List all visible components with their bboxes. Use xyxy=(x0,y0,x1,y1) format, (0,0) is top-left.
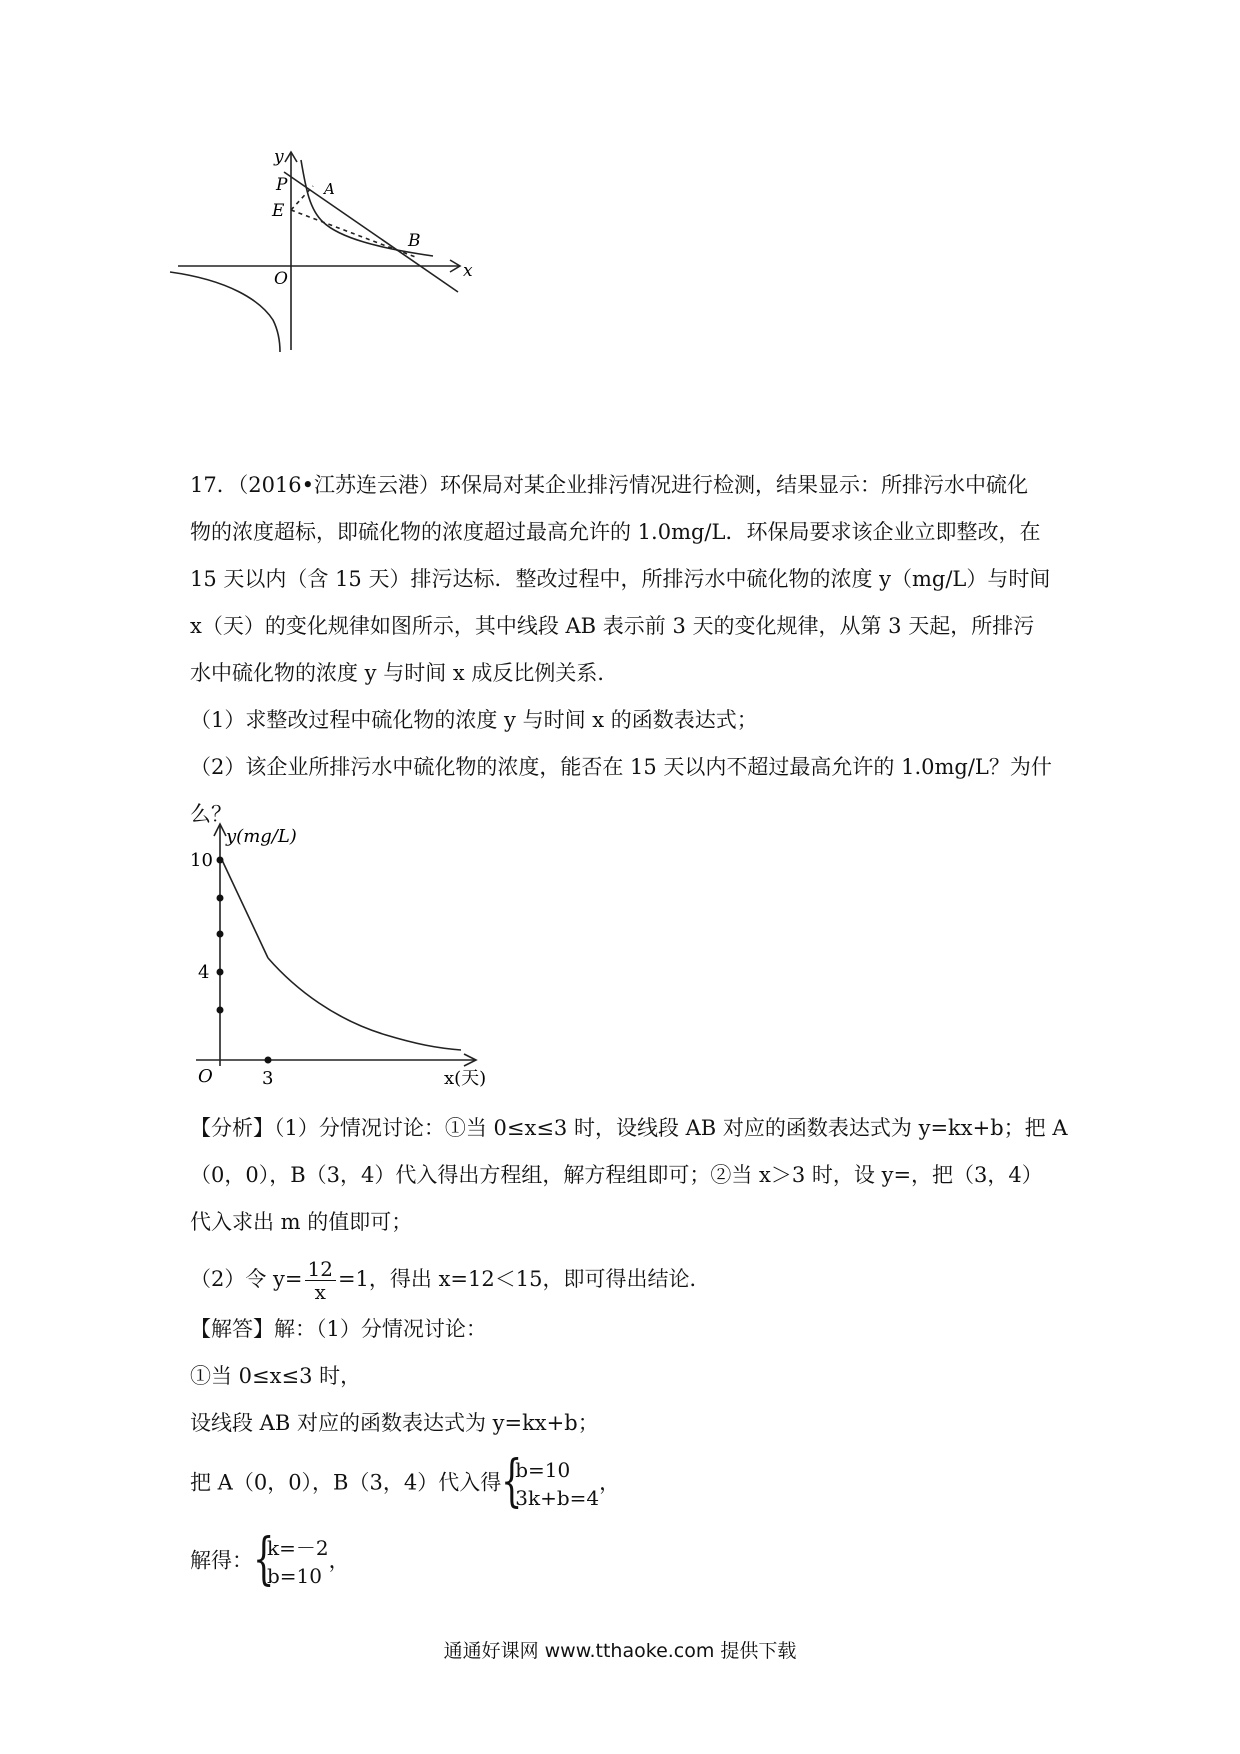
answer-line-5-post: ， xyxy=(328,1548,350,1573)
fig2-segment-AB xyxy=(222,860,268,958)
fig1-label-y: y xyxy=(274,147,284,167)
analysis-line-4-post: =1，得出 x=12＜15，即可得出结论． xyxy=(337,1267,711,1291)
analysis-line-4 xyxy=(190,1258,710,1303)
fig1-label-A: A xyxy=(324,180,335,198)
fig1-label-E: E xyxy=(272,201,285,221)
fig2-point-y3 xyxy=(217,931,224,938)
equation-system-2 xyxy=(253,1527,329,1592)
fraction-12-over-x xyxy=(305,1258,336,1303)
figure-hyperbola-line xyxy=(188,147,528,400)
fig1-label-O: O xyxy=(274,269,288,289)
fig2-tick-10: 10 xyxy=(190,850,213,871)
analysis-line-1: 【分析】（1）分情况讨论：①当 0≤x≤3 时，设线段 AB 对应的函数表达式为 y=kx+b；把 A xyxy=(190,1116,1068,1140)
answer-line-5-pre: 解得： xyxy=(190,1548,253,1573)
fig1-label-B: B xyxy=(408,231,421,251)
problem-question-2: （2）该企业所排污水中硫化物的浓度，能否在 15 天以内不超过最高允许的 1.0mg/L？为什 xyxy=(190,755,1052,779)
analysis-line-2: （0，0），B（3，4）代入得出方程组，解方程组即可；②当 x＞3 时，设 y=，把（3，4） xyxy=(190,1163,1043,1187)
fig2-origin: O xyxy=(198,1066,213,1087)
fig2-point-y2 xyxy=(217,895,224,902)
answer-line-4 xyxy=(190,1449,621,1514)
answer-line-2: ①当 0≤x≤3 时， xyxy=(190,1364,362,1388)
answer-line-1: 【解答】解：（1）分情况讨论： xyxy=(190,1317,487,1341)
problem-line-4: x（天）的变化规律如图所示，其中线段 AB 表示前 3 天的变化规律，从第 3 天起，所排污 xyxy=(190,614,1035,638)
fraction-numerator: 12 xyxy=(305,1258,336,1281)
answer-line-4-post: ， xyxy=(599,1470,621,1495)
fraction-denominator: x xyxy=(314,1280,326,1304)
fig2-point-10 xyxy=(217,857,224,864)
fig2-point-x3 xyxy=(265,1057,272,1064)
fig1-dashed-EB xyxy=(291,210,418,258)
page-footer: 通通好课网 www.tthaoke.com 提供下载 xyxy=(443,1640,797,1662)
fig2-inverse-curve xyxy=(268,958,461,1050)
fig1-hyperbola-lower xyxy=(170,272,280,352)
system2-eq2: b=10 xyxy=(267,1564,323,1588)
analysis-line-3: 代入求出 m 的值即可； xyxy=(190,1210,413,1234)
problem-question-1: （1）求整改过程中硫化物的浓度 y 与时间 x 的函数表达式； xyxy=(190,708,758,732)
equation-system-1 xyxy=(501,1449,600,1514)
fig2-tick-3: 3 xyxy=(262,1068,274,1089)
problem-line-2: 物的浓度超标，即硫化物的浓度超过最高允许的 1.0mg/L．环保局要求该企业立即整改，在 xyxy=(190,520,1041,544)
problem-line-3: 15 天以内（含 15 天）排污达标．整改过程中，所排污水中硫化物的浓度 y（mg/L）与时间 xyxy=(190,567,1051,591)
fig1-label-P: P xyxy=(276,175,288,195)
figure-concentration-graph xyxy=(176,820,506,1090)
system2-eq1: k=－2 xyxy=(267,1536,329,1560)
analysis-line-4-pre: （2）令 y= xyxy=(190,1267,303,1291)
fig1-label-x: x xyxy=(463,261,473,281)
problem-line-1: 17．（2016•江苏连云港）环保局对某企业排污情况进行检测，结果显示：所排污水中硫化 xyxy=(190,473,1029,497)
fig2-x-label: x(天) xyxy=(444,1068,487,1089)
fig2-point-4 xyxy=(217,969,224,976)
fig2-y-label: y(mg/L) xyxy=(226,826,297,847)
system1-eq1: b=10 xyxy=(515,1458,571,1482)
fig2-point-y5 xyxy=(217,1007,224,1014)
problem-line-5: 水中硫化物的浓度 y 与时间 x 成反比例关系． xyxy=(190,661,619,685)
answer-line-3: 设线段 AB 对应的函数表达式为 y=kx+b； xyxy=(190,1411,599,1435)
answer-line-5 xyxy=(190,1527,350,1592)
system-brace: { xyxy=(253,1527,275,1592)
answer-line-4-pre: 把 A（0，0），B（3，4）代入得 xyxy=(190,1470,502,1495)
system-brace: { xyxy=(501,1449,523,1514)
fig2-tick-4: 4 xyxy=(198,962,210,983)
system1-eq2: 3k+b=4 xyxy=(515,1486,600,1510)
problem-question-2-cont: 么？ xyxy=(190,802,232,826)
